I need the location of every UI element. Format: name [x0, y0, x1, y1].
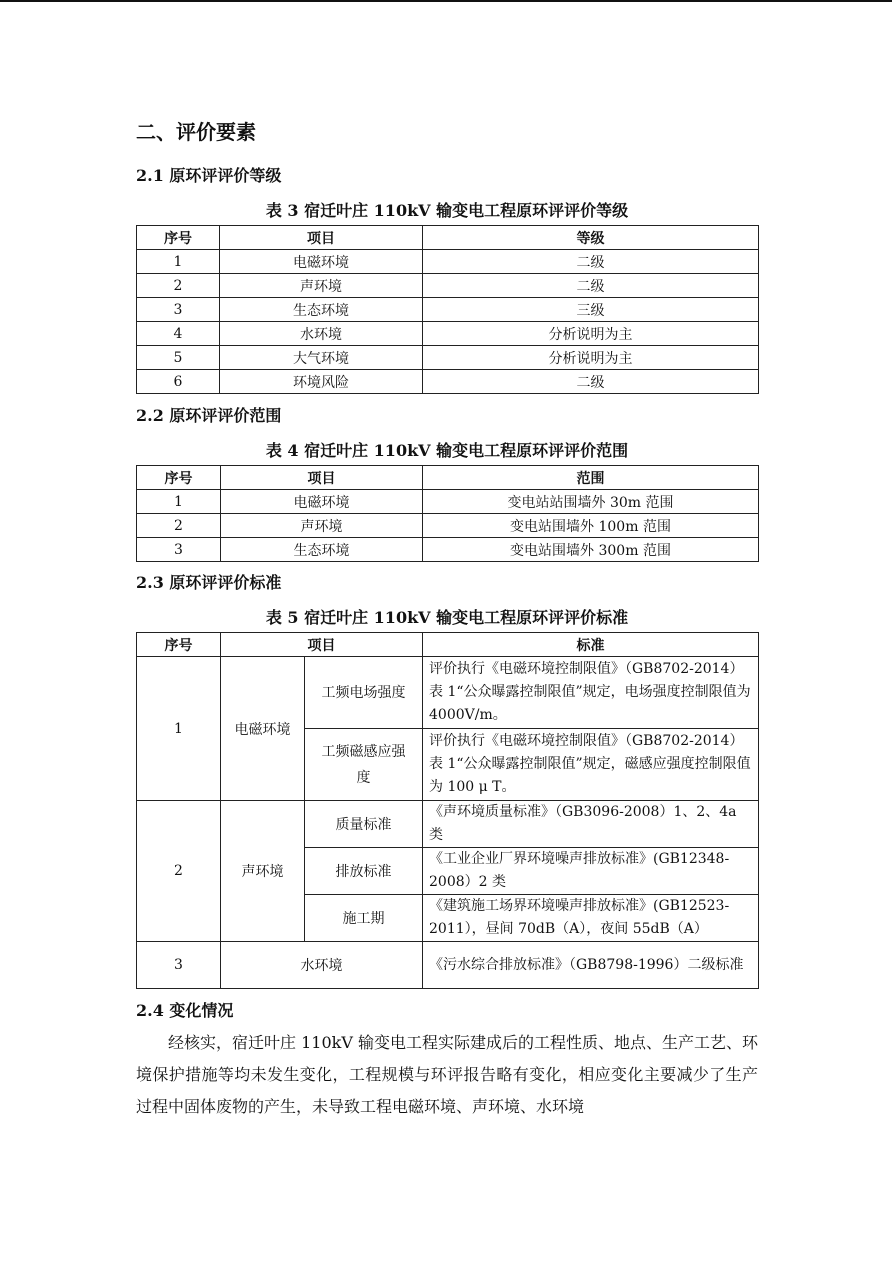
header-no: 序号 — [137, 633, 221, 657]
cell-no: 2 — [137, 514, 221, 538]
cell-item: 水环境 — [220, 322, 423, 346]
cell-item: 水环境 — [221, 942, 423, 989]
cell-grade: 分析说明为主 — [423, 346, 759, 370]
cell-no: 2 — [137, 801, 221, 942]
table-row — [137, 250, 759, 274]
table-4-caption: 表 4 宿迁叶庄 110kV 输变电工程原环评评价范围 — [265, 441, 629, 460]
cell-item: 电磁环境 — [220, 250, 423, 274]
table-header-row — [137, 466, 759, 490]
table-header-row — [137, 633, 759, 657]
cell-no: 2 — [137, 274, 220, 298]
cell-item: 电磁环境 — [221, 490, 423, 514]
cell-no: 3 — [137, 538, 221, 562]
cell-no: 5 — [137, 346, 220, 370]
header-no: 序号 — [137, 226, 220, 250]
cell-item: 生态环境 — [221, 538, 423, 562]
cell-subitem: 质量标准 — [305, 801, 423, 848]
cell-item: 声环境 — [221, 514, 423, 538]
table-5-caption: 表 5 宿迁叶庄 110kV 输变电工程原环评评价标准 — [265, 608, 629, 627]
cell-grade: 二级 — [423, 250, 759, 274]
top-border-line — [0, 0, 892, 2]
header-item: 项目 — [221, 466, 423, 490]
section-title: 二、评价要素 — [136, 120, 256, 144]
cell-scope: 变电站围墙外 100m 范围 — [423, 514, 759, 538]
cell-no: 1 — [137, 250, 220, 274]
cell-no: 1 — [137, 657, 221, 801]
cell-grade: 二级 — [423, 274, 759, 298]
heading-2-2: 2.2 原环评评价范围 — [136, 406, 282, 425]
table-row — [137, 298, 759, 322]
table-row — [137, 322, 759, 346]
cell-item: 声环境 — [221, 801, 305, 942]
cell-no: 1 — [137, 490, 221, 514]
heading-2-1: 2.1 原环评评价等级 — [136, 166, 282, 185]
header-standard: 标准 — [423, 633, 759, 657]
cell-standard: 《声环境质量标准》（GB3096-2008）1、2、4a 类 — [423, 801, 759, 848]
change-paragraph — [136, 1027, 758, 1123]
heading-2-4: 2.4 变化情况 — [136, 1001, 234, 1020]
table-row — [137, 346, 759, 370]
table-row — [137, 942, 759, 989]
table-5-standards — [136, 632, 759, 989]
header-item: 项目 — [220, 226, 423, 250]
cell-standard: 《污水综合排放标准》（GB8798-1996）二级标准 — [423, 942, 759, 989]
cell-item: 环境风险 — [220, 370, 423, 394]
header-no: 序号 — [137, 466, 221, 490]
cell-subitem: 工频磁感应强度 — [305, 729, 423, 801]
cell-standard: 评价执行《电磁环境控制限值》（GB8702-2014）表 1“公众曝露控制限值”规定，磁感应强度控制限值为 100 μ T。 — [423, 729, 759, 801]
cell-subitem: 施工期 — [305, 895, 423, 942]
cell-subitem: 排放标准 — [305, 848, 423, 895]
cell-standard: 评价执行《电磁环境控制限值》（GB8702-2014）表 1“公众曝露控制限值”规定，电场强度控制限值为 4000V/m。 — [423, 657, 759, 729]
table-row — [137, 370, 759, 394]
cell-no: 3 — [137, 298, 220, 322]
table-row — [137, 490, 759, 514]
table-header-row — [137, 226, 759, 250]
cell-subitem: 工频电场强度 — [305, 657, 423, 729]
table-row — [137, 657, 759, 729]
cell-item: 生态环境 — [220, 298, 423, 322]
cell-item: 大气环境 — [220, 346, 423, 370]
table-row — [137, 274, 759, 298]
table-4-scope — [136, 465, 759, 562]
table-row — [137, 538, 759, 562]
cell-item: 声环境 — [220, 274, 423, 298]
cell-no: 3 — [137, 942, 221, 989]
header-scope: 范围 — [423, 466, 759, 490]
cell-scope: 变电站围墙外 300m 范围 — [423, 538, 759, 562]
header-item: 项目 — [221, 633, 423, 657]
header-grade: 等级 — [423, 226, 759, 250]
cell-grade: 二级 — [423, 370, 759, 394]
cell-standard: 《建筑施工场界环境噪声排放标准》(GB12523-2011），昼间 70dB（A），夜间 55dB（A） — [423, 895, 759, 942]
table-row — [137, 514, 759, 538]
paragraph-text: 经核实，宿迁叶庄 110kV 输变电工程实际建成后的工程性质、地点、生产工艺、环境保护措施等均未发生变化，工程规模与环评报告略有变化，相应变化主要减少了生产过程中固体废物的产生，未导致工程电磁环境、声环境、水环境 — [136, 1033, 758, 1116]
cell-scope: 变电站站围墙外 30m 范围 — [423, 490, 759, 514]
table-3-grade — [136, 225, 759, 394]
cell-grade: 分析说明为主 — [423, 322, 759, 346]
table-row — [137, 801, 759, 848]
cell-grade: 三级 — [423, 298, 759, 322]
table-3-caption: 表 3 宿迁叶庄 110kV 输变电工程原环评评价等级 — [265, 201, 629, 220]
heading-2-3: 2.3 原环评评价标准 — [136, 573, 282, 592]
cell-standard: 《工业企业厂界环境噪声排放标准》(GB12348-2008）2 类 — [423, 848, 759, 895]
cell-item: 电磁环境 — [221, 657, 305, 801]
cell-no: 4 — [137, 322, 220, 346]
cell-no: 6 — [137, 370, 220, 394]
